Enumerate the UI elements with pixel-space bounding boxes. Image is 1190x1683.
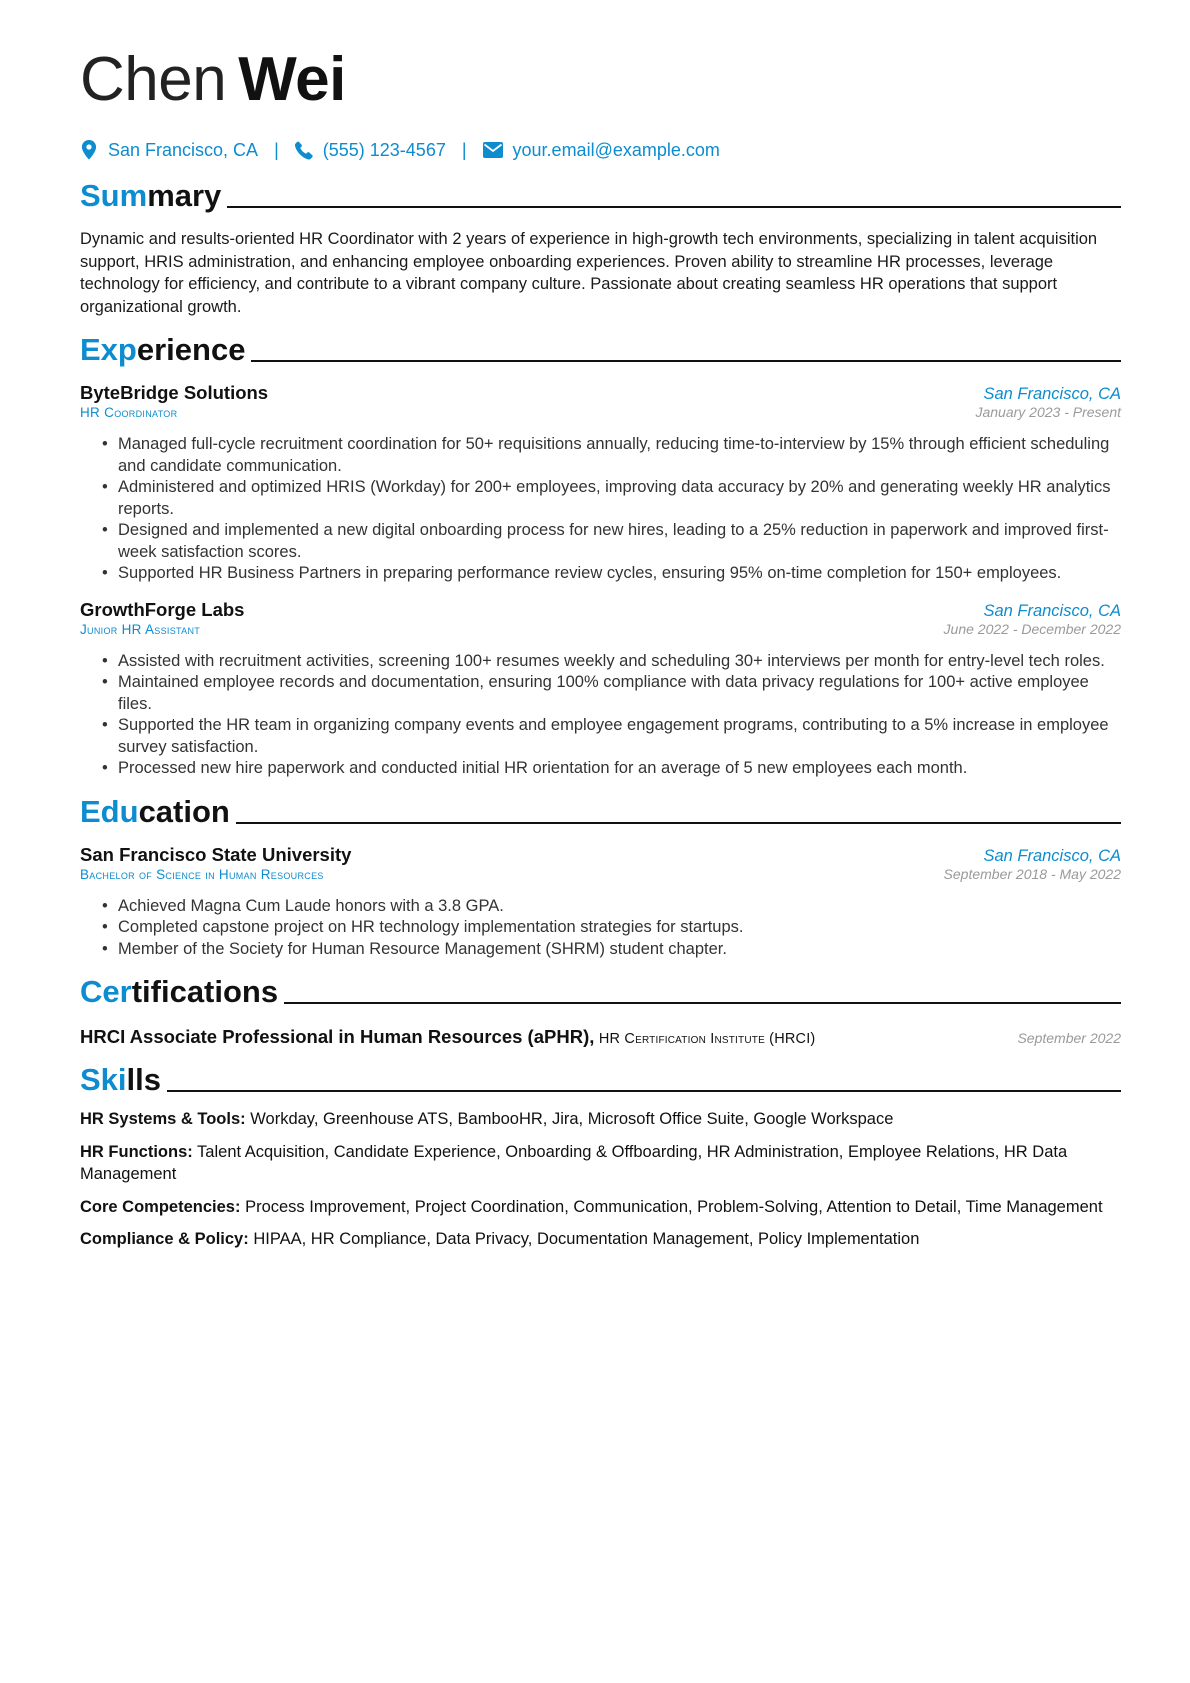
achievement-item: • Supported the HR team in organizing company events and employee engagement programs, contributing to a 5% increase in employee survey satisfaction.	[118, 715, 1121, 758]
certification-separator: ,	[589, 1026, 595, 1047]
last-name: Wei	[238, 45, 346, 114]
section-title-accent: Ski	[80, 1062, 127, 1097]
certification-issuer: HR Certification Institute (HRCI)	[598, 1031, 816, 1047]
entry-header-row	[80, 382, 1121, 404]
education-entry	[80, 844, 1121, 961]
envelope-icon	[483, 142, 503, 158]
section-title-rest: cation	[138, 793, 230, 829]
section-rule	[236, 822, 1121, 824]
skill-category: Compliance & Policy:	[80, 1230, 249, 1248]
education-section	[80, 790, 1121, 961]
summary-section	[80, 174, 1121, 318]
section-header	[80, 174, 1121, 214]
entry-subheader-row	[80, 866, 1121, 882]
achievement-item: • Supported HR Business Partners in preparing performance review cycles, ensuring 95% on-time completion for 150+ employees.	[118, 563, 1121, 585]
section-rule	[251, 360, 1121, 362]
skill-values: Process Improvement, Project Coordination, Communication, Problem-Solving, Attention to Detail, Time Management	[245, 1197, 1103, 1216]
skill-values: Talent Acquisition, Candidate Experience, Onboarding & Offboarding, HR Administration, Employee Relations, HR Data Management	[80, 1142, 1068, 1183]
skill-row	[80, 1196, 1121, 1219]
section-title	[80, 974, 278, 1010]
location-text: San Francisco, CA	[108, 139, 259, 160]
first-name: Chen	[80, 45, 227, 114]
section-rule	[227, 206, 1121, 208]
job-location: San Francisco, CA	[983, 385, 1121, 403]
section-rule	[284, 1002, 1121, 1004]
section-title	[80, 332, 245, 368]
skill-category: HR Functions:	[80, 1142, 193, 1161]
entry-subheader-row	[80, 621, 1121, 637]
entry-header-row	[80, 599, 1121, 621]
education-highlight-item: • Completed capstone project on HR technology implementation strategies for startups.	[118, 917, 1121, 939]
achievement-item: • Maintained employee records and documentation, ensuring 100% compliance with data privacy regulations for 100+ active employee files.	[118, 672, 1121, 715]
degree: Bachelor of Science in Human Resources	[80, 866, 324, 882]
skill-category: HR Systems & Tools:	[80, 1110, 246, 1128]
skill-category: Core Competencies:	[80, 1197, 241, 1216]
achievement-item: • Administered and optimized HRIS (Workday) for 200+ employees, improving data accuracy by 20% and generating weekly HR analytics reports.	[118, 477, 1121, 520]
achievement-list	[80, 434, 1121, 585]
contact-email[interactable]	[483, 140, 720, 161]
skill-row	[80, 1108, 1121, 1131]
experience-entry	[80, 382, 1121, 585]
education-highlights	[80, 896, 1121, 961]
certification-date: September 2022	[1017, 1030, 1121, 1046]
section-title-accent: Cer	[80, 974, 132, 1009]
section-title-accent: Exp	[80, 332, 137, 367]
certification-text	[80, 1026, 815, 1048]
achievement-item: • Assisted with recruitment activities, screening 100+ resumes weekly and scheduling 30+ interviews per month for entry-level tech roles.	[118, 651, 1121, 673]
section-header	[80, 970, 1121, 1010]
skill-values: Workday, Greenhouse ATS, BambooHR, Jira, Microsoft Office Suite, Google Workspace	[250, 1110, 894, 1128]
school-name: San Francisco State University	[80, 843, 352, 865]
skill-row	[80, 1141, 1121, 1186]
phone-text: (555) 123-4567	[322, 139, 446, 160]
certifications-section	[80, 970, 1121, 1048]
certification-name: HRCI Associate Professional in Human Resources (aPHR)	[80, 1026, 590, 1047]
contact-location	[80, 140, 258, 161]
entry-header-row	[80, 844, 1121, 866]
school-location: San Francisco, CA	[983, 846, 1121, 865]
section-title-rest: mary	[147, 178, 222, 213]
skills-section	[80, 1058, 1121, 1251]
certification-item	[80, 1026, 1121, 1048]
map-pin-icon	[80, 140, 98, 160]
job-title: Junior HR Assistant	[80, 621, 201, 637]
section-title-rest: tifications	[131, 974, 279, 1009]
section-title-accent: Edu	[80, 793, 139, 829]
contact-separator: |	[461, 139, 467, 160]
section-rule	[167, 1090, 1121, 1092]
email-link: your.email@example.com	[512, 139, 720, 160]
job-dates: June 2022 - December 2022	[943, 620, 1121, 637]
section-header	[80, 1058, 1121, 1098]
employer-name: ByteBridge Solutions	[80, 382, 269, 403]
education-highlight-item: • Achieved Magna Cum Laude honors with a 3.8 GPA.	[118, 896, 1121, 918]
achievement-item: • Managed full-cycle recruitment coordination for 50+ requisitions annually, reducing time-to-interview by 15% through efficient scheduling and candidate communication.	[118, 434, 1121, 477]
contact-separator: |	[274, 139, 279, 160]
job-dates: January 2023 - Present	[975, 404, 1121, 420]
section-title-rest: erience	[136, 332, 246, 367]
achievement-item: • Designed and implemented a new digital onboarding process for new hires, leading to a 25% reduction in paperwork and improved first-week satisfaction scores.	[118, 520, 1121, 563]
employer-name: GrowthForge Labs	[80, 598, 245, 620]
section-title-rest: lls	[126, 1062, 161, 1097]
education-highlight-item: • Member of the Society for Human Resource Management (SHRM) student chapter.	[118, 939, 1121, 961]
job-title: HR Coordinator	[80, 405, 178, 420]
summary-text: Dynamic and results-oriented HR Coordinator with 2 years of experience in high-growth tech environments, specializing in talent acquisition support, HRIS administration, and enhancing employee onboarding experiences. Proven ability to streamline HR processes, leverage technology for efficiency, and contribute to a vibrant company culture. Passionate about creating seamless HR operations that support organizational growth.	[80, 230, 1098, 316]
experience-section	[80, 328, 1121, 780]
skill-row	[80, 1228, 1121, 1251]
candidate-name	[80, 40, 1121, 120]
section-title	[80, 1062, 161, 1098]
section-title	[80, 178, 221, 214]
section-header	[80, 790, 1121, 830]
section-header	[80, 328, 1121, 368]
skill-values: HIPAA, HR Compliance, Data Privacy, Documentation Management, Policy Implementation	[253, 1230, 920, 1248]
section-title	[80, 794, 230, 830]
section-title-accent: Sum	[80, 178, 148, 213]
education-dates: September 2018 - May 2022	[943, 865, 1121, 882]
entry-subheader-row	[80, 404, 1121, 420]
experience-entry	[80, 599, 1121, 780]
achievement-list	[80, 651, 1121, 780]
achievement-item: • Processed new hire paperwork and conducted initial HR orientation for an average of 5 new employees each month.	[118, 758, 1121, 780]
phone-icon	[295, 140, 313, 160]
contact-phone[interactable]	[295, 140, 446, 161]
job-location: San Francisco, CA	[983, 601, 1121, 620]
contact-bar	[80, 136, 1121, 164]
